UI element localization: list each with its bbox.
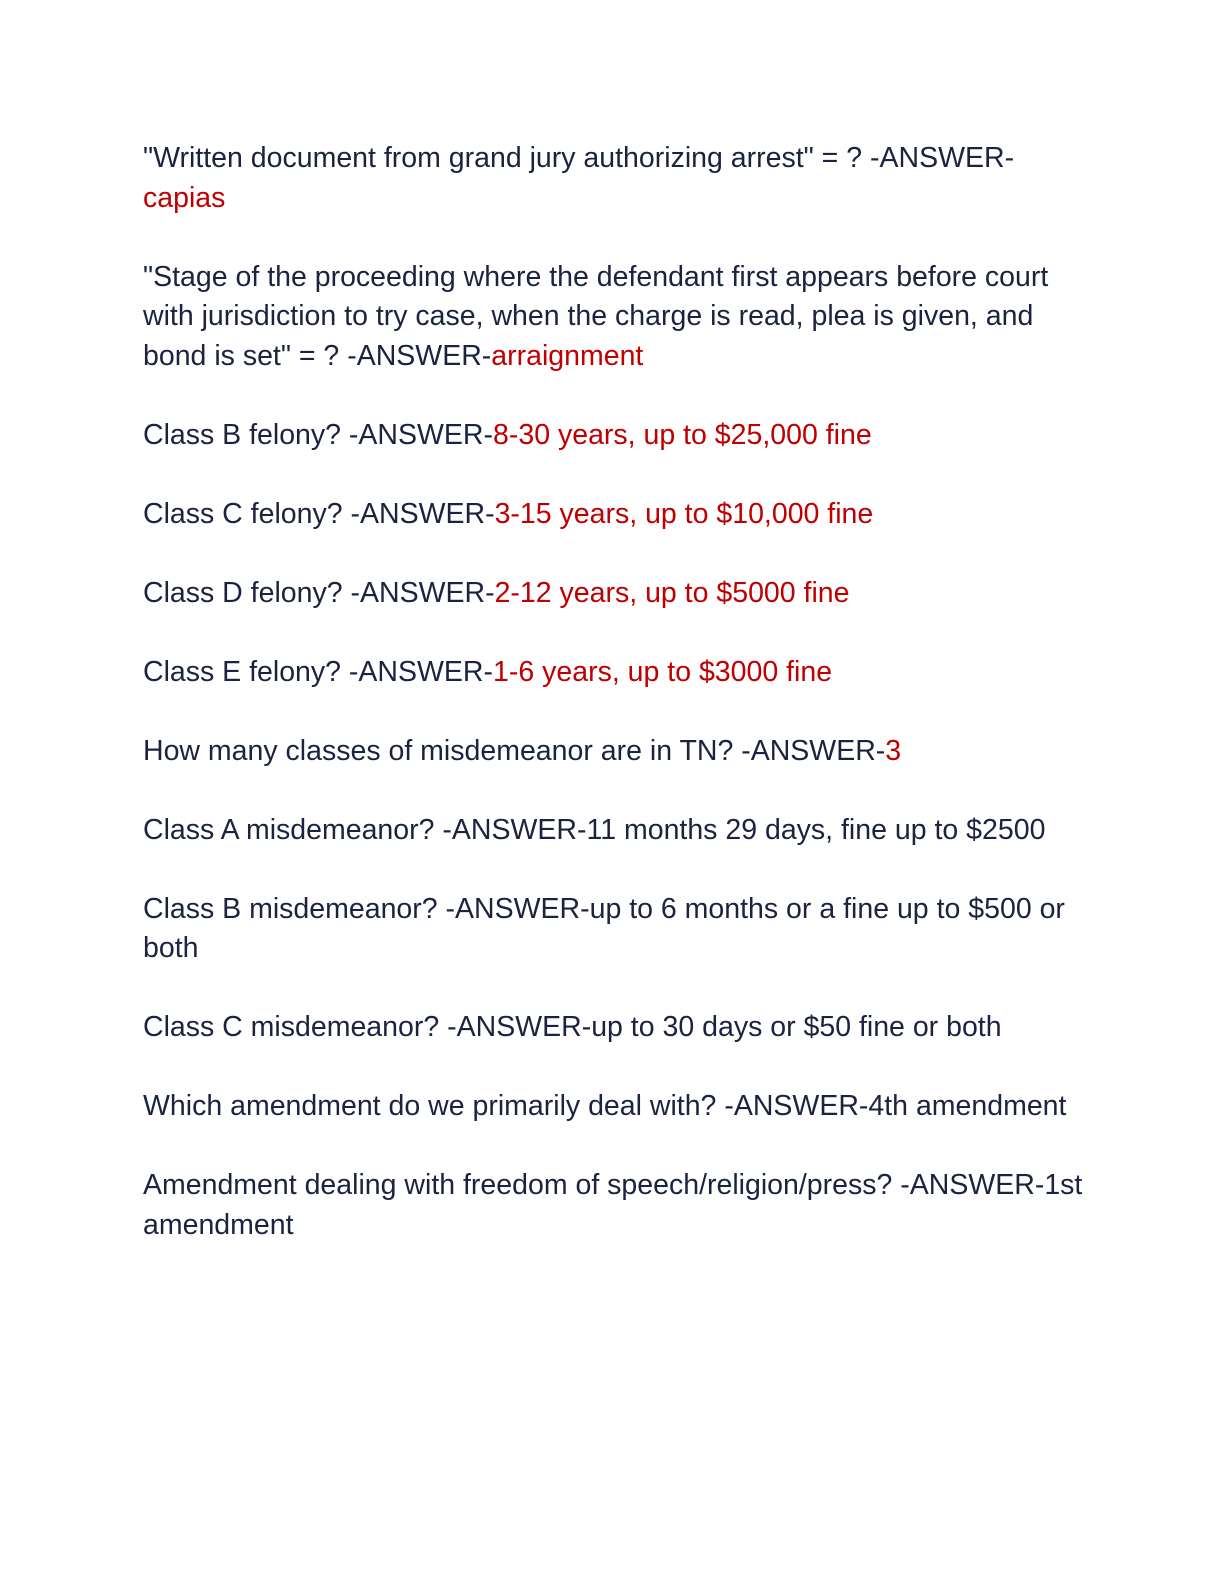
qa-item-class-b-misdemeanor [143,890,1083,969]
qa-item-class-d-felony [143,574,1083,614]
question-text: Class D felony? -ANSWER- [143,576,495,609]
qa-item-class-b-felony [143,416,1083,456]
qa-item-class-e-felony [143,653,1083,693]
answer-text: 8-30 years, up to $25,000 fine [493,418,872,451]
qa-item-arraignment [143,258,1083,377]
question-text: How many classes of misdemeanor are in TN? -ANSWER- [143,734,886,767]
question-text: Class B misdemeanor? -ANSWER- [143,892,590,925]
answer-text: 11 months 29 days, fine up to $2500 [586,813,1046,846]
answer-text: up to 30 days or $50 fine or both [591,1011,1002,1043]
question-text: Class A misdemeanor? -ANSWER- [143,813,587,846]
answer-text: up to 6 months or a fine up to $500 or both [143,892,1065,964]
question-text: Class E felony? -ANSWER- [143,655,494,688]
question-text: Which amendment do we primarily deal with? -ANSWER- [143,1090,869,1122]
answer-text: 1-6 years, up to $3000 fine [493,655,833,688]
qa-item-primary-amendment [143,1087,1083,1127]
question-text: Amendment dealing with freedom of speech/religion/press? -ANSWER- [143,1169,1045,1201]
qa-item-class-c-felony [143,495,1083,535]
qa-item-class-c-misdemeanor [143,1008,1083,1048]
answer-text: 4th amendment [868,1090,1067,1122]
answer-text: 3-15 years, up to $10,000 fine [494,497,874,530]
qa-item-capias [143,139,1083,218]
question-text: "Stage of the proceeding where the defendant first appears before court with jurisdiction to try case, when the charge is read, plea is given, and bond is set" = ? -ANSWER- [143,260,1049,372]
question-text: "Written document from grand jury authorizing arrest" = ? -ANSWER- [143,142,1015,174]
question-text: Class C felony? -ANSWER- [143,497,495,530]
document-page [143,139,1083,1285]
question-text: Class B felony? -ANSWER- [143,418,494,451]
qa-item-misdemeanor-classes [143,732,1083,772]
question-text: Class C misdemeanor? -ANSWER- [143,1011,592,1043]
qa-item-first-amendment [143,1166,1083,1245]
qa-item-class-a-misdemeanor [143,811,1083,851]
answer-text: arraignment [491,339,644,372]
answer-text: capias [143,181,226,214]
answer-text: 1st amendment [143,1169,1083,1241]
answer-text: 3 [885,734,902,767]
answer-text: 2-12 years, up to $5000 fine [494,576,850,609]
